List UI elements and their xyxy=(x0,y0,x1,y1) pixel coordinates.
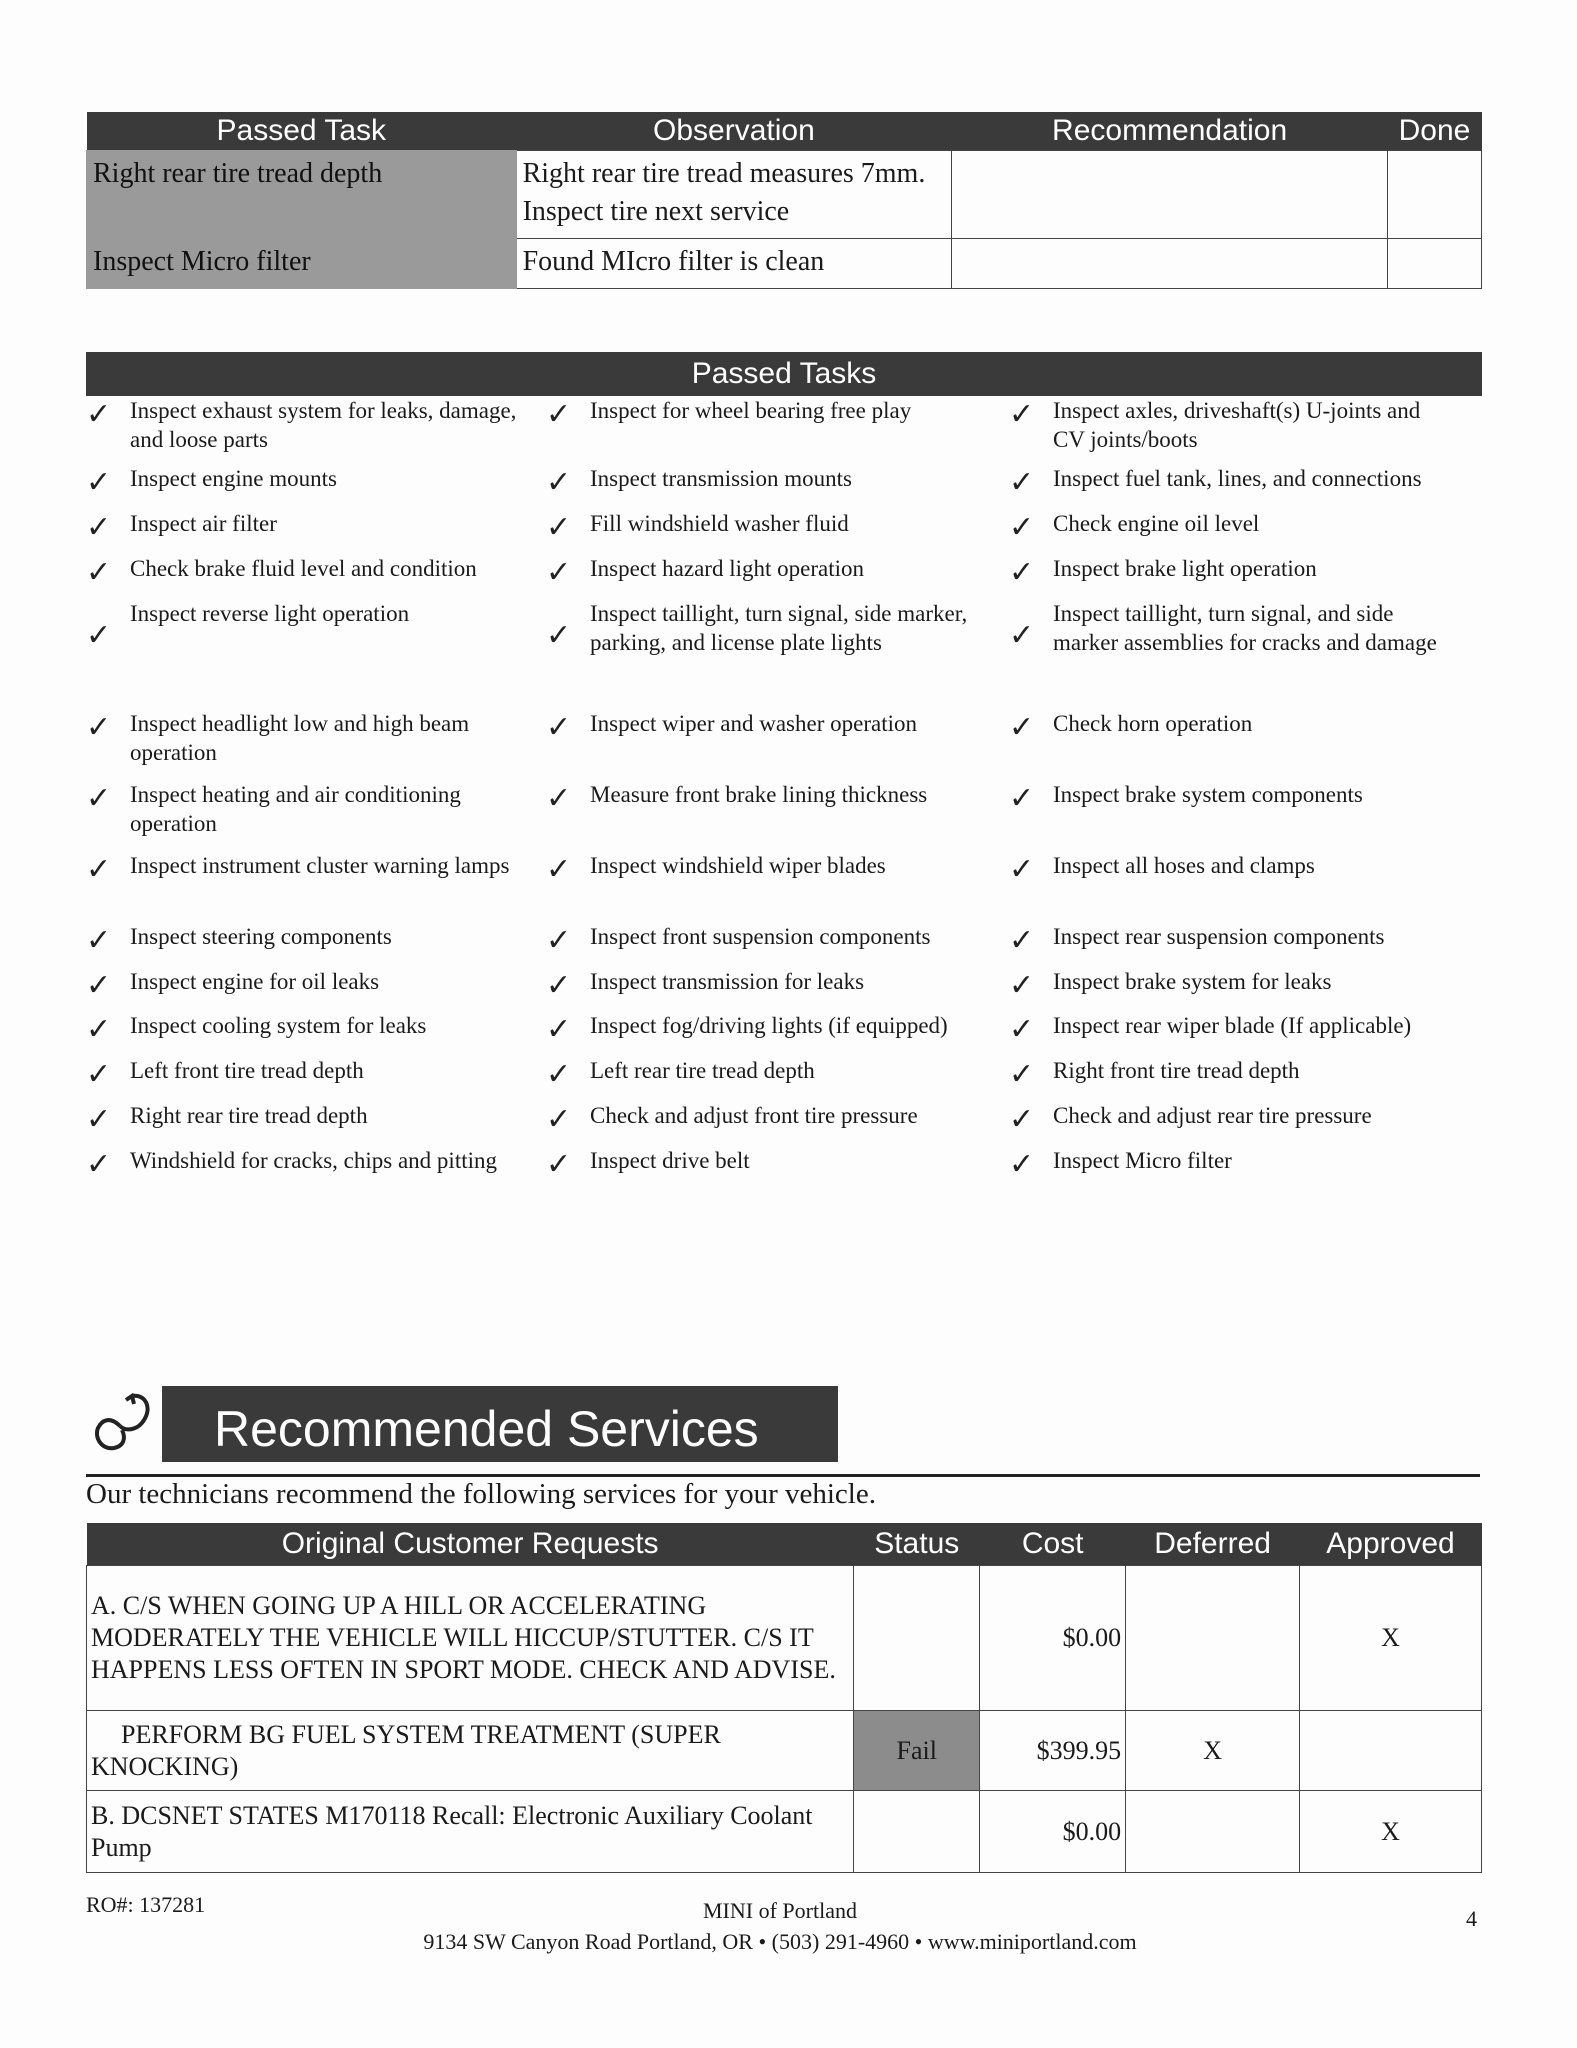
dealer-name: MINI of Portland xyxy=(703,1898,857,1923)
checkmark-icon: ✓ xyxy=(86,710,112,745)
header-deferred: Deferred xyxy=(1126,1523,1300,1566)
task-cell: Inspect Micro filter xyxy=(87,239,517,289)
passed-task-label: Inspect brake system components xyxy=(1053,782,1363,807)
passed-task-label: Inspect engine for oil leaks xyxy=(130,969,380,994)
checkmark-icon: ✓ xyxy=(86,781,112,816)
passed-task-label: Left front tire tread depth xyxy=(130,1058,364,1083)
checkmark-icon: ✓ xyxy=(546,1147,572,1182)
passed-task-label: Inspect fuel tank, lines, and connections xyxy=(1053,466,1422,491)
checkmark-icon: ✓ xyxy=(1009,555,1035,590)
checkmark-icon: ✓ xyxy=(546,1057,572,1092)
passed-task-label: Inspect rear suspension components xyxy=(1053,924,1385,949)
passed-task-label: Inspect exhaust system for leaks, damage, and loose parts xyxy=(130,398,517,452)
passed-task-label: Inspect for wheel bearing free play xyxy=(590,398,912,423)
recommended-services-table xyxy=(86,1523,1482,1873)
passed-task-label: Windshield for cracks, chips and pitting xyxy=(130,1148,497,1173)
recommended-services-title: Recommended Services xyxy=(162,1386,838,1462)
deferred-cell: X xyxy=(1126,1711,1300,1791)
passed-task-label: Inspect axles, driveshaft(s) U-joints and CV joints/boots xyxy=(1053,398,1421,452)
passed-task-label: Inspect brake system for leaks xyxy=(1053,969,1332,994)
stethoscope-icon xyxy=(86,1386,158,1458)
cost-cell: $0.00 xyxy=(980,1791,1126,1873)
table-row xyxy=(87,239,1482,289)
passed-task-label: Inspect transmission for leaks xyxy=(590,969,865,994)
checkmark-icon: ✓ xyxy=(86,1102,112,1137)
passed-task-label: Right front tire tread depth xyxy=(1053,1058,1300,1083)
checkmark-icon: ✓ xyxy=(86,1057,112,1092)
passed-task-header-row xyxy=(87,112,1482,151)
checkmark-icon: ✓ xyxy=(1009,923,1035,958)
checkmark-icon: ✓ xyxy=(86,852,112,887)
request-cell: A. C/S WHEN GOING UP A HILL OR ACCELERATING MODERATELY THE VEHICLE WILL HICCUP/STUTTER. C/S IT HAPPENS LESS OFTEN IN SPORT MODE. CHECK AND ADVISE. xyxy=(87,1566,854,1711)
header-done: Done xyxy=(1387,112,1481,151)
checkmark-icon: ✓ xyxy=(546,923,572,958)
checkmark-icon: ✓ xyxy=(546,968,572,1003)
checkmark-icon: ✓ xyxy=(1009,397,1035,432)
checkmark-icon: ✓ xyxy=(86,397,112,432)
checkmark-icon: ✓ xyxy=(546,1012,572,1047)
passed-task-label: Inspect drive belt xyxy=(590,1148,750,1173)
approved-cell: X xyxy=(1300,1791,1482,1873)
passed-task-label: Inspect Micro filter xyxy=(1053,1148,1232,1173)
checkmark-icon: ✓ xyxy=(1009,710,1035,745)
request-cell: B. DCSNET STATES M170118 Recall: Electronic Auxiliary Coolant Pump xyxy=(87,1791,854,1873)
done-cell xyxy=(1387,151,1481,239)
header-passed-task: Passed Task xyxy=(87,112,517,151)
observation-cell: Right rear tire tread measures 7mm. Inspect tire next service xyxy=(516,151,952,239)
checkmark-icon: ✓ xyxy=(86,1012,112,1047)
checkmark-icon: ✓ xyxy=(86,923,112,958)
passed-task-label: Check and adjust rear tire pressure xyxy=(1053,1103,1372,1128)
checkmark-icon: ✓ xyxy=(1009,1102,1035,1137)
passed-task-label: Check brake fluid level and condition xyxy=(130,556,477,581)
checkmark-icon: ✓ xyxy=(546,465,572,500)
checkmark-icon: ✓ xyxy=(546,710,572,745)
checkmark-icon: ✓ xyxy=(546,1102,572,1137)
checkmark-icon: ✓ xyxy=(1009,1057,1035,1092)
table-row xyxy=(87,1711,1482,1791)
passed-task-label: Inspect wiper and washer operation xyxy=(590,711,917,736)
footer-dealer-info xyxy=(300,1895,1260,1957)
checkmark-icon: ✓ xyxy=(1009,465,1035,500)
header-status: Status xyxy=(854,1523,980,1566)
checkmark-icon: ✓ xyxy=(1009,618,1035,653)
passed-task-label: Inspect taillight, turn signal, side marker, parking, and license plate lights xyxy=(590,601,968,655)
checkmark-icon: ✓ xyxy=(86,968,112,1003)
header-cost: Cost xyxy=(980,1523,1126,1566)
cost-cell: $0.00 xyxy=(980,1566,1126,1711)
checkmark-icon: ✓ xyxy=(86,1147,112,1182)
passed-task-label: Fill windshield washer fluid xyxy=(590,511,849,536)
passed-task-label: Inspect headlight low and high beam operation xyxy=(130,711,470,765)
recommended-intro: Our technicians recommend the following services for your vehicle. xyxy=(86,1478,876,1510)
passed-task-label: Inspect steering components xyxy=(130,924,392,949)
table-row xyxy=(87,151,1482,239)
header-requests: Original Customer Requests xyxy=(87,1523,854,1566)
checkmark-icon: ✓ xyxy=(1009,1012,1035,1047)
passed-task-label: Inspect windshield wiper blades xyxy=(590,853,886,878)
passed-task-label: Inspect fog/driving lights (if equipped) xyxy=(590,1013,948,1038)
divider xyxy=(86,1474,1480,1477)
recommendation-cell xyxy=(952,239,1388,289)
header-recommendation: Recommendation xyxy=(952,112,1388,151)
checkmark-icon: ✓ xyxy=(546,555,572,590)
passed-task-label: Right rear tire tread depth xyxy=(130,1103,368,1128)
passed-task-label: Inspect heating and air conditioning operation xyxy=(130,782,461,836)
passed-task-label: Left rear tire tread depth xyxy=(590,1058,815,1083)
task-cell: Right rear tire tread depth xyxy=(87,151,517,239)
passed-task-label: Inspect engine mounts xyxy=(130,466,337,491)
passed-task-label: Inspect all hoses and clamps xyxy=(1053,853,1315,878)
passed-task-label: Inspect cooling system for leaks xyxy=(130,1013,427,1038)
observation-cell: Found MIcro filter is clean xyxy=(516,239,952,289)
passed-task-label: Inspect instrument cluster warning lamps xyxy=(130,853,510,878)
passed-task-label: Check and adjust front tire pressure xyxy=(590,1103,918,1128)
passed-task-label: Inspect front suspension components xyxy=(590,924,931,949)
repair-order-number: RO#: 137281 xyxy=(86,1892,206,1917)
header-approved: Approved xyxy=(1300,1523,1482,1566)
checkmark-icon: ✓ xyxy=(1009,968,1035,1003)
checkmark-icon: ✓ xyxy=(546,618,572,653)
page-number: 4 xyxy=(1466,1906,1477,1931)
status-cell xyxy=(854,1566,980,1711)
passed-task-label: Check horn operation xyxy=(1053,711,1253,736)
checkmark-icon: ✓ xyxy=(546,852,572,887)
services-header-row xyxy=(87,1523,1482,1566)
passed-task-label: Inspect rear wiper blade (If applicable) xyxy=(1053,1013,1412,1038)
passed-task-table xyxy=(86,112,1482,289)
done-cell xyxy=(1387,239,1481,289)
table-row xyxy=(87,1566,1482,1711)
checkmark-icon: ✓ xyxy=(546,397,572,432)
passed-task-label: Inspect hazard light operation xyxy=(590,556,864,581)
passed-tasks-title: Passed Tasks xyxy=(86,352,1482,396)
checkmark-icon: ✓ xyxy=(86,510,112,545)
deferred-cell xyxy=(1126,1566,1300,1711)
passed-task-label: Inspect reverse light operation xyxy=(130,601,410,626)
recommendation-cell xyxy=(952,151,1388,239)
table-row xyxy=(87,1791,1482,1873)
approved-cell: X xyxy=(1300,1566,1482,1711)
checkmark-icon: ✓ xyxy=(546,781,572,816)
passed-task-label: Measure front brake lining thickness xyxy=(590,782,928,807)
passed-task-label: Inspect air filter xyxy=(130,511,277,536)
checkmark-icon: ✓ xyxy=(1009,781,1035,816)
status-cell: Fail xyxy=(854,1711,980,1791)
approved-cell xyxy=(1300,1711,1482,1791)
deferred-cell xyxy=(1126,1791,1300,1873)
passed-task-label: Check engine oil level xyxy=(1053,511,1260,536)
checkmark-icon: ✓ xyxy=(86,465,112,500)
request-cell: PERFORM BG FUEL SYSTEM TREATMENT (SUPER KNOCKING) xyxy=(87,1711,854,1791)
checkmark-icon: ✓ xyxy=(1009,1147,1035,1182)
checkmark-icon: ✓ xyxy=(86,555,112,590)
checkmark-icon: ✓ xyxy=(546,510,572,545)
cost-cell: $399.95 xyxy=(980,1711,1126,1791)
checkmark-icon: ✓ xyxy=(1009,852,1035,887)
header-observation: Observation xyxy=(516,112,952,151)
checkmark-icon: ✓ xyxy=(1009,510,1035,545)
checkmark-icon: ✓ xyxy=(86,618,112,653)
dealer-address: 9134 SW Canyon Road Portland, OR • (503) 291-4960 • www.miniportland.com xyxy=(423,1929,1137,1954)
passed-task-label: Inspect taillight, turn signal, and side marker assemblies for cracks and damage xyxy=(1053,601,1437,655)
passed-task-label: Inspect transmission mounts xyxy=(590,466,852,491)
passed-task-label: Inspect brake light operation xyxy=(1053,556,1317,581)
status-cell xyxy=(854,1791,980,1873)
